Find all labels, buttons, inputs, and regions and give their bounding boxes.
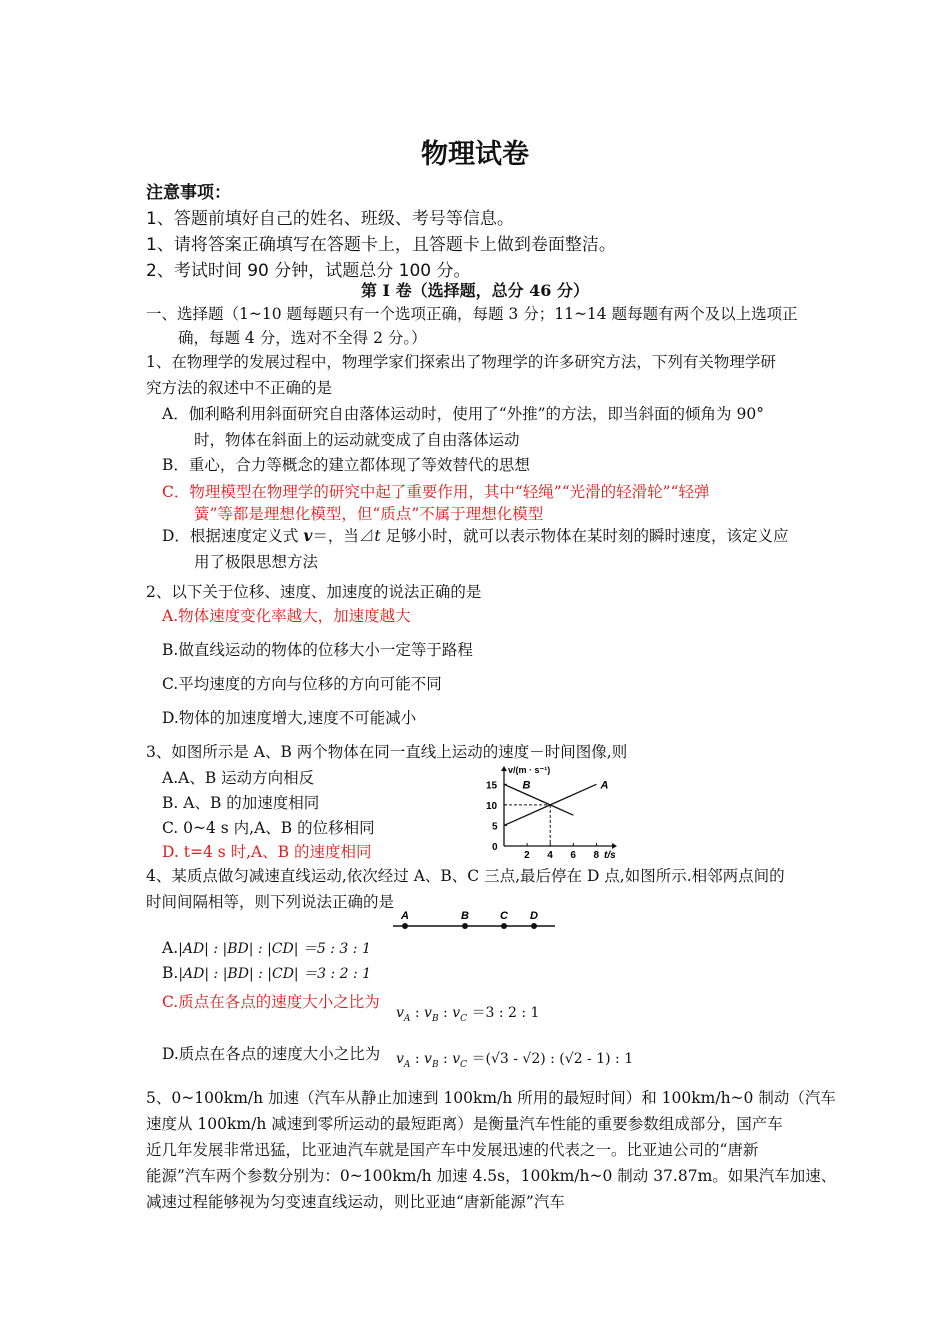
- v-symbol: v: [424, 1051, 432, 1067]
- q4-a-label: A.: [162, 939, 179, 957]
- q3-option-d: D. t=4 s 时,A、B 的速度相同: [162, 843, 372, 861]
- q1-option-b: B．重心，合力等概念的建立都体现了等效替代的思想: [162, 456, 530, 474]
- q5-line2: 速度从 100km/h 减速到零所运动的最短距离）是衡量汽车性能的重要参数组成部分，国产车: [146, 1115, 783, 1133]
- q2-option-a: A.物体速度变化率越大，加速度越大: [162, 607, 411, 625]
- q3-option-b: B. A、B 的加速度相同: [162, 794, 320, 812]
- q4-b-expr: |AD| : |BD| : |CD| ＝3 : 2 : 1: [178, 966, 372, 982]
- point-b-dot: [462, 923, 468, 929]
- q3-stem: 3、如图所示是 A、B 两个物体在同一直线上运动的速度－时间图像,则: [146, 743, 628, 761]
- point-c-dot: [501, 923, 507, 929]
- q5-line3: 近几年发展非常迅猛，比亚迪汽车就是国产车中发展迅速的代表之一。比亚迪公司的“唐新: [146, 1141, 759, 1159]
- q2-option-c: C.平均速度的方向与位移的方向可能不同: [162, 675, 442, 693]
- q3-option-c: C. 0~4 s 内,A、B 的位移相同: [162, 819, 375, 837]
- y-axis-label: v/(m · s⁻¹): [508, 765, 551, 775]
- q4-option-c-expr: $v_A$ : $v_B$ : $v_C =3$ : 2 : 1: [396, 1005, 540, 1024]
- q4-point-diagram: [393, 908, 558, 934]
- x-axis-arrow: [612, 843, 617, 849]
- q1-stem-line2: 究方法的叙述中不正确的是: [146, 379, 333, 397]
- v-symbol: v: [452, 1051, 461, 1067]
- subscript-a: A: [403, 1060, 411, 1070]
- q4-option-a: [162, 938, 371, 958]
- point-a-label: A: [401, 910, 409, 922]
- velocity-time-chart: [470, 764, 620, 864]
- q4-option-d-label: D.质点在各点的速度大小之比为: [162, 1045, 381, 1063]
- subscript-c: C: [460, 1014, 468, 1024]
- q4-option-b: [162, 963, 371, 983]
- q1-option-a-line2: 时，物体在斜面上的运动就变成了自由落体运动: [194, 431, 520, 449]
- q1-option-c-line2: 簧”等都是理想化模型，但“质点”不属于理想化模型: [194, 505, 544, 523]
- x-tick-label: 6: [570, 850, 576, 861]
- q1-d-text: D．根据速度定义式: [162, 527, 304, 545]
- q4-c-ratio: ＝3 : 2 : 1: [471, 1005, 540, 1021]
- q4-b-label: B.: [162, 964, 179, 982]
- part1-title: 第 I 卷（选择题，总分 46 分）: [360, 281, 590, 300]
- x-tick-label: 4: [547, 850, 553, 861]
- q1-option-a-line1: A．伽利略利用斜面研究自由落体运动时，使用了“外推”的方法，即当斜面的倾角为 90°: [162, 405, 764, 423]
- x-tick-label: 8: [593, 850, 600, 861]
- notice-item: 1、答题前填好自己的姓名、班级、考号等信息。: [146, 209, 514, 229]
- v-symbol: v: [396, 1051, 404, 1067]
- notice-heading: 注意事项：: [146, 183, 231, 203]
- q5-line4: 能源”汽车两个参数分别为：0~100km/h 加速 4.5s，100km/h~0 制动 37.87m。如果汽车加速、: [146, 1167, 837, 1185]
- q1-stem-line1: 1、在物理学的发展过程中，物理学家们探索出了物理学的许多研究方法，下列有关物理学研: [146, 353, 776, 371]
- subscript-c: C: [460, 1060, 468, 1070]
- point-c-label: C: [500, 910, 508, 922]
- subscript-b: B: [431, 1014, 439, 1024]
- x-tick-label: 2: [524, 850, 530, 861]
- chart-series: [504, 784, 596, 825]
- page-title: 物理试卷: [421, 139, 529, 170]
- point-d-label: D: [530, 910, 538, 922]
- y-tick-label: 0: [492, 842, 498, 853]
- v-symbol: v: [424, 1005, 432, 1021]
- notice-item: 2、考试时间 90 分钟，试题总分 100 分。: [146, 261, 471, 281]
- q1-d-text: 足够小时，就可以表示物体在某时刻的瞬时速度，该定义应: [380, 527, 789, 545]
- point-b-label: B: [461, 910, 469, 922]
- series-label-a: A: [600, 779, 609, 792]
- q4-stem-line1: 4、某质点做匀减速直线运动,依次经过 A、B、C 三点,最后停在 D 点,如图所示.相邻两点间的: [146, 867, 785, 885]
- q4-option-c-label: C.质点在各点的速度大小之比为: [162, 993, 380, 1011]
- q2-option-d: D.物体的加速度增大,速度不可能减小: [162, 709, 417, 727]
- q3-option-a: A.A、B 运动方向相反: [162, 769, 315, 787]
- point-d-dot: [531, 923, 537, 929]
- y-axis-arrow: [501, 766, 507, 771]
- point-a-dot: [402, 923, 408, 929]
- q1-d-text: ＝，当⊿: [312, 527, 375, 545]
- x-axis-label: t/s: [604, 850, 616, 861]
- q1-option-d-line2: 用了极限思想方法: [194, 553, 319, 571]
- y-tick-label: 10: [486, 800, 498, 812]
- q1-option-c-line1: C．物理模型在物理学的研究中起了重要作用，其中“轻绳”“光滑的轻滑轮”“轻弹: [162, 483, 710, 501]
- q1-option-d-line1: [162, 524, 789, 546]
- q4-stem-line2: 时间间隔相等，则下列说法正确的是: [146, 893, 395, 911]
- q5-line1: 5、0~100km/h 加速（汽车从静止加速到 100km/h 所用的最短时间）和 100km/h~0 制动（汽车: [146, 1089, 836, 1107]
- subscript-b: B: [431, 1060, 439, 1070]
- y-tick-label: 15: [486, 780, 498, 792]
- subscript-a: A: [403, 1014, 411, 1024]
- q4-option-d-expr: $v_A$ : $v_B$ : $v_C =(√3 - √2)$ : (√2 - 1) : 1: [396, 1051, 634, 1070]
- q1-d-t: t: [374, 527, 381, 545]
- q5-line5: 减速过程能够视为匀变速直线运动，则比亚迪“唐新能源”汽车: [146, 1193, 565, 1211]
- q1-d-v: v: [303, 526, 313, 545]
- q4-d-ratio: ＝(√3 - √2) : (√2 - 1) : 1: [471, 1051, 634, 1067]
- v-symbol: v: [396, 1005, 404, 1021]
- section-instructions-line1: 一、选择题（1~10 题每题只有一个选项正确，每题 3 分；11~14 题每题有两个及以上选项正: [146, 305, 798, 323]
- q2-option-b: B.做直线运动的物体的位移大小一定等于路程: [162, 641, 473, 659]
- v-symbol: v: [452, 1005, 461, 1021]
- q2-stem: 2、以下关于位移、速度、加速度的说法正确的是: [146, 583, 482, 601]
- section-instructions-line2: 确，每题 4 分，选对不全得 2 分。）: [178, 329, 427, 347]
- notice-item: 1、请将答案正确填写在答题卡上，且答题卡上做到卷面整洁。: [146, 235, 616, 255]
- series-label-b: B: [522, 779, 531, 792]
- y-tick-label: 5: [492, 821, 498, 833]
- q4-a-expr: |AD| : |BD| : |CD| ＝5 : 3 : 1: [178, 941, 371, 957]
